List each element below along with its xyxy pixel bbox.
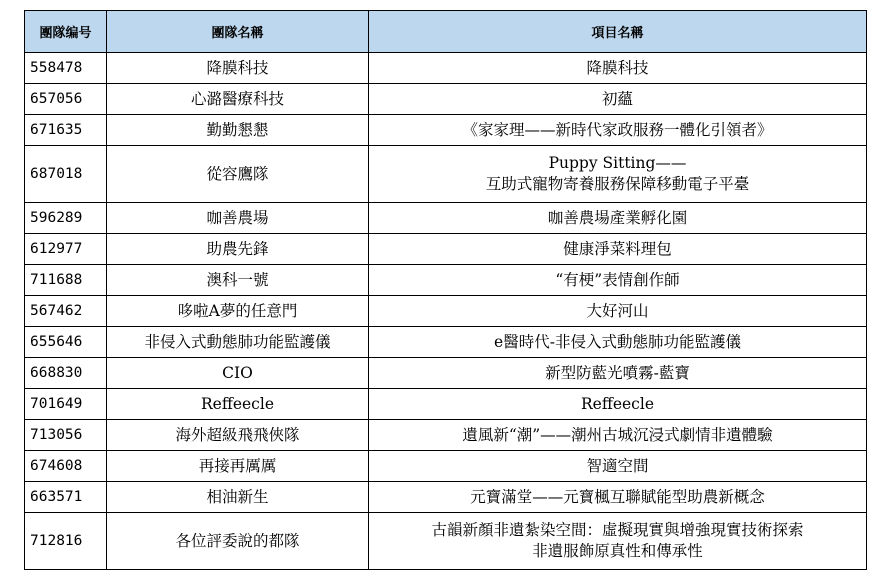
project-name-line: 古韻新顏非遺紮染空間：虛擬現實與增強現實技術探索 (431, 521, 804, 539)
project-name-line: 咖善農場產業孵化園 (547, 208, 688, 227)
team-name-cell: 海外超級飛飛俠隊 (107, 420, 369, 451)
project-name-line: 《家家理——新時代家政服務一體化引領者》 (462, 120, 773, 139)
project-name-cell (369, 234, 867, 265)
team-id-cell: 558478 (25, 53, 107, 84)
team-id-cell: 713056 (25, 420, 107, 451)
table-row (25, 482, 867, 513)
project-name-cell (369, 53, 867, 84)
table-row (25, 389, 867, 420)
team-id-cell: 711688 (25, 265, 107, 296)
project-name-line: Puppy Sitting—— (548, 154, 687, 172)
table-body (25, 53, 867, 570)
team-name-cell: 降膜科技 (107, 53, 369, 84)
project-name-line: 遺風新“潮”——潮州古城沉浸式劇情非遺體驗 (462, 425, 773, 444)
table-row (25, 234, 867, 265)
team-id-cell: 671635 (25, 115, 107, 146)
teams-table-container (24, 10, 866, 570)
team-name-cell: 相油新生 (107, 482, 369, 513)
header-team-name: 團隊名稱 (107, 11, 369, 53)
table-row (25, 513, 867, 570)
team-id-cell: 655646 (25, 327, 107, 358)
team-name-cell: 再接再厲厲 (107, 451, 369, 482)
project-name-line: e醫時代-非侵入式動態肺功能監護儀 (494, 332, 741, 351)
project-name-line: 降膜科技 (586, 58, 649, 77)
team-name-cell: 咖善農場 (107, 203, 369, 234)
project-name-line: 健康淨菜料理包 (563, 239, 672, 258)
project-name-line: 智適空間 (586, 456, 649, 475)
project-name-line: 非遺服飾原真性和傳承性 (532, 542, 703, 560)
table-row (25, 296, 867, 327)
table-row (25, 203, 867, 234)
project-name-line: 新型防藍光噴霧-藍寶 (545, 363, 690, 382)
project-name-cell (369, 146, 867, 203)
project-name-cell (369, 420, 867, 451)
table-row (25, 84, 867, 115)
team-id-cell: 701649 (25, 389, 107, 420)
team-name-cell: 心潞醫療科技 (107, 84, 369, 115)
project-name-cell (369, 203, 867, 234)
header-team-id: 團隊编号 (25, 11, 107, 53)
table-row (25, 358, 867, 389)
project-name-cell (369, 265, 867, 296)
team-id-cell: 612977 (25, 234, 107, 265)
project-name-line: 大好河山 (586, 301, 649, 320)
header-row (25, 11, 867, 53)
project-name-cell (369, 389, 867, 420)
team-name-cell: 各位評委說的都隊 (107, 513, 369, 570)
team-id-cell: 567462 (25, 296, 107, 327)
team-name-cell: 哆啦A夢的任意門 (107, 296, 369, 327)
teams-table (24, 10, 867, 570)
team-id-cell: 674608 (25, 451, 107, 482)
team-id-cell: 657056 (25, 84, 107, 115)
project-name-line: “有梗”表情創作師 (555, 270, 680, 289)
table-row (25, 265, 867, 296)
team-id-cell: 712816 (25, 513, 107, 570)
project-name-cell (369, 84, 867, 115)
team-id-cell: 668830 (25, 358, 107, 389)
table-row (25, 451, 867, 482)
project-name-line: 元寶滿堂——元寶楓互聯賦能型助農新概念 (470, 487, 765, 506)
project-name-cell (369, 115, 867, 146)
team-name-cell: CIO (107, 358, 369, 389)
table-row (25, 327, 867, 358)
project-name-cell (369, 327, 867, 358)
project-name-cell (369, 451, 867, 482)
project-name-cell (369, 296, 867, 327)
team-id-cell: 663571 (25, 482, 107, 513)
table-row (25, 420, 867, 451)
table-header (25, 11, 867, 53)
team-name-cell: Reffeecle (107, 389, 369, 420)
table-row (25, 53, 867, 84)
team-name-cell: 澳科一號 (107, 265, 369, 296)
project-name-line: Reffeecle (580, 394, 654, 413)
table-row (25, 115, 867, 146)
header-project-name: 項目名稱 (369, 11, 867, 53)
team-name-cell: 助農先鋒 (107, 234, 369, 265)
team-name-cell: 勤勤懇懇 (107, 115, 369, 146)
team-name-cell: 非侵入式動態肺功能監護儀 (107, 327, 369, 358)
team-id-cell: 687018 (25, 146, 107, 203)
team-name-cell: 從容鷹隊 (107, 146, 369, 203)
table-row (25, 146, 867, 203)
project-name-line: 初蘊 (601, 89, 633, 108)
team-id-cell: 596289 (25, 203, 107, 234)
project-name-cell (369, 482, 867, 513)
project-name-cell (369, 513, 867, 570)
project-name-cell (369, 358, 867, 389)
project-name-line: 互助式寵物寄養服務保障移動電子平臺 (485, 175, 750, 193)
